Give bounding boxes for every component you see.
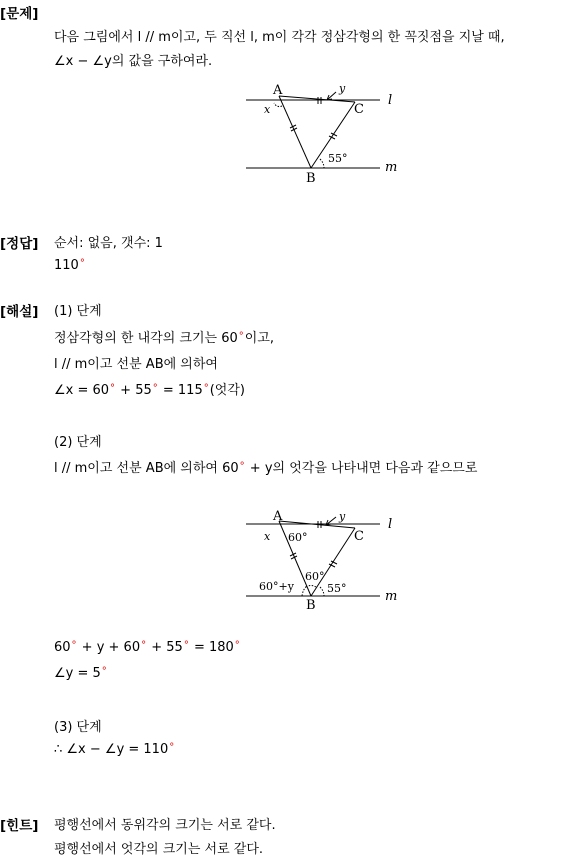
hint-line-2: 평행선에서 엇각의 크기는 서로 같다. [54,842,264,857]
step1-line-1: 정삼각형의 한 내각의 크기는 60°이고, [54,331,275,346]
hint-label: [힌트] [0,818,39,834]
angle-55: 55° [328,152,348,165]
step3-title: (3) 단계 [54,720,102,735]
step1-equation: ∠x = 60° + 55° = 115°(엇각) [54,383,245,398]
hint-line-1: 평행선에서 동위각의 크기는 서로 같다. [54,818,276,833]
step3-equation: ∴ ∠x − ∠y = 110° [54,742,175,757]
degree-mark: ° [79,258,85,269]
label-m: m [385,589,398,604]
step2-equation-1: 60° + y + 60° + 55° = 180° [54,640,240,655]
pt-A: A [273,509,283,524]
problem-line-2: ∠x − ∠y의 값을 구하여라. [54,54,213,69]
label-m: m [385,160,398,175]
pt-B: B [306,598,316,613]
label-l: l [388,517,393,532]
step2-title: (2) 단계 [54,435,102,450]
angle-y: y [339,82,346,95]
angle-60-top: 60° [288,531,308,544]
angle-x: x [264,530,271,543]
answer-line-1: 순서: 없음, 갯수: 1 [54,236,163,251]
answer-value-line [54,258,86,273]
segment-ac [279,96,355,102]
angle-x: x [264,103,271,116]
problem-label: [문제] [0,6,39,22]
angle-60-plus-y: 60°+y [259,580,294,593]
answer-label: [정답] [0,236,39,252]
segment-ab [279,96,311,168]
pt-A: A [273,83,283,98]
angle-60-bottom: 60° [305,570,325,583]
pt-C: C [354,102,364,117]
solution-label: [해설] [0,304,39,320]
answer-value: 110 [54,258,79,273]
step2-equation-2: ∠y = 5° [54,666,107,681]
pt-B: B [306,171,316,186]
figure-2 [240,508,410,614]
problem-line-1: 다음 그림에서 l // m이고, 두 직선 l, m이 각각 정삼각형의 한 꼭짓점을 지날 때, [54,30,505,45]
angle-55: 55° [327,582,347,595]
step1-title: (1) 단계 [54,304,102,319]
step1-line-2: l // m이고 선분 AB에 의하여 [54,357,218,372]
angle-y: y [339,510,346,523]
figure-1 [240,80,410,186]
step2-line-1: l // m이고 선분 AB에 의하여 60° + y의 엇각을 나타내면 다음과 같으므로 [54,461,478,476]
pt-C: C [354,529,364,544]
label-l: l [388,93,393,108]
